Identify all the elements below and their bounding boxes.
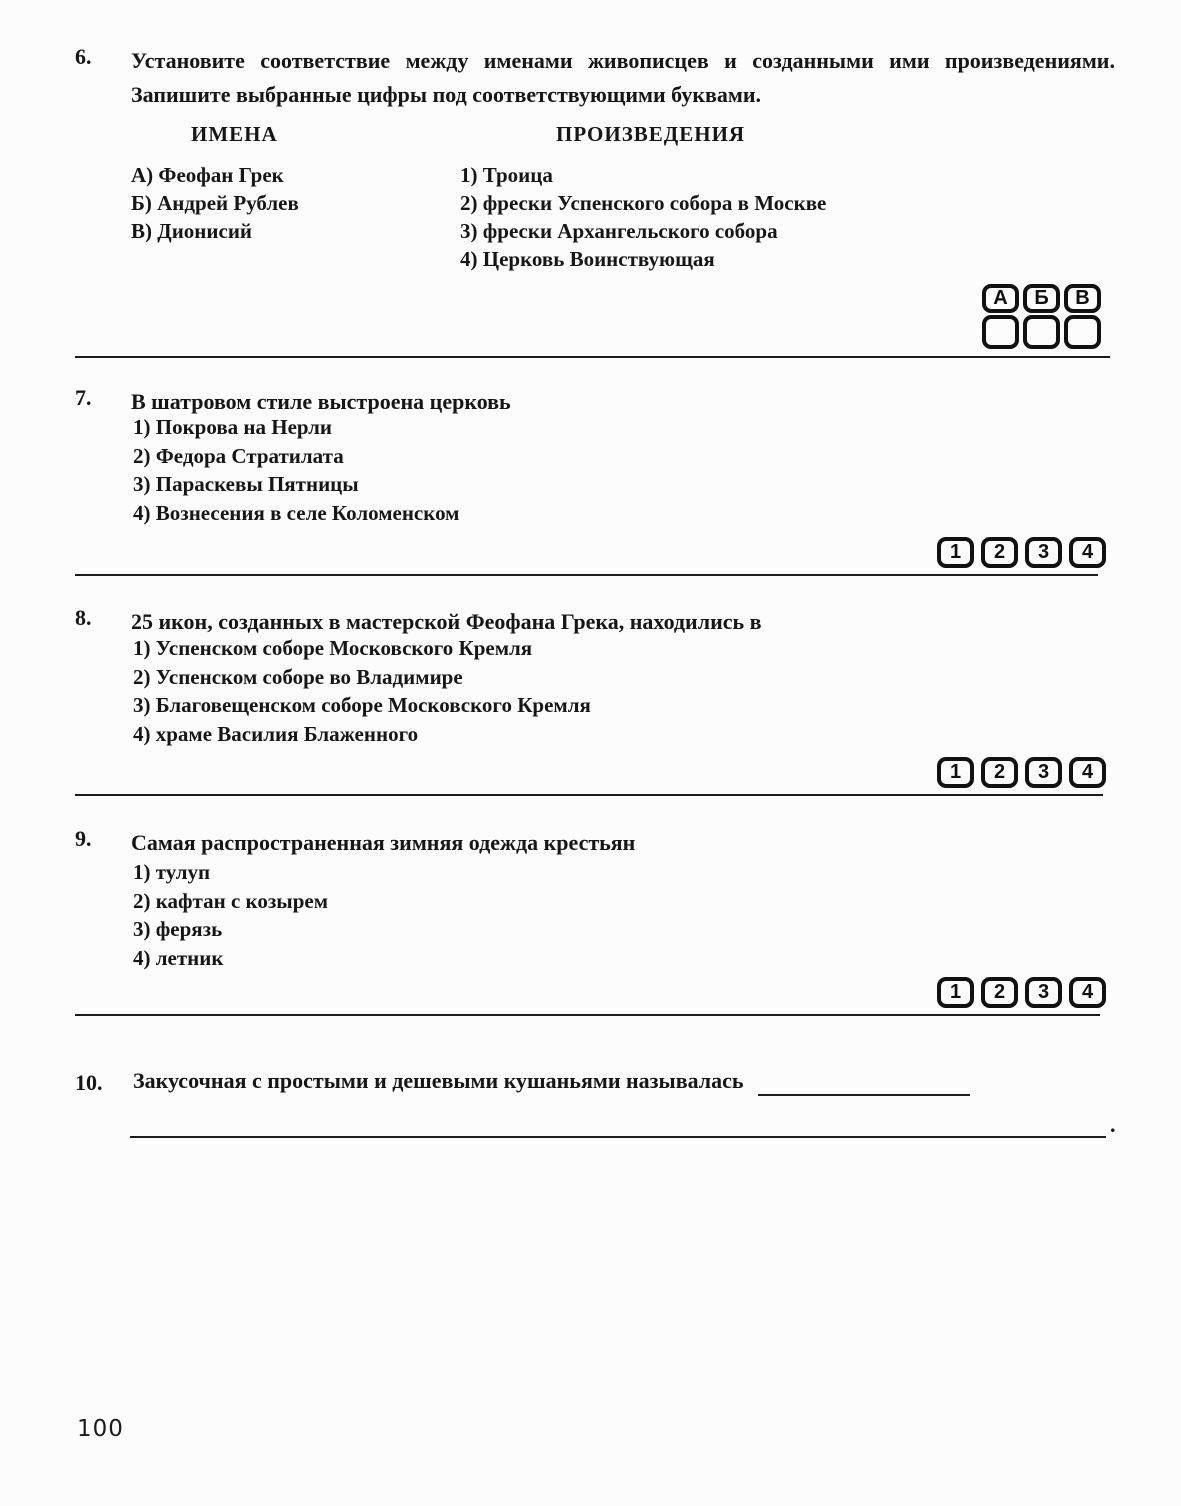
option: 3) Благовещенском соборе Московского Кремля <box>133 693 591 717</box>
page-number: 100 <box>77 1416 124 1442</box>
match-works-header: ПРОИЗВЕДЕНИЯ <box>556 122 746 146</box>
answer-blank-short[interactable] <box>758 1072 970 1096</box>
answer-key-3[interactable]: 3 <box>1025 537 1062 568</box>
question-6 <box>75 44 1115 112</box>
question-10-number: 10. <box>75 1070 103 1095</box>
answer-key-4[interactable]: 4 <box>1069 757 1106 788</box>
question-9 <box>75 826 1115 860</box>
answer-column-a <box>982 284 1019 349</box>
question-7-number: 7. <box>75 385 92 410</box>
answer-key-1[interactable]: 1 <box>937 977 974 1008</box>
question-8-options <box>133 634 1033 748</box>
answer-letter-v: В <box>1064 284 1101 313</box>
answer-key-1[interactable]: 1 <box>937 537 974 568</box>
answer-letter-a: А <box>982 284 1019 313</box>
question-9-text: Самая распространенная зимняя одежда крестьян <box>131 830 636 855</box>
question-6-match-table <box>131 122 1091 273</box>
option: 1) тулуп <box>133 860 211 884</box>
match-name-item: А) Феофан Грек <box>131 163 284 187</box>
question-10-text: Закусочная с простыми и дешевыми кушаньями называлась <box>133 1068 744 1093</box>
answer-key-3[interactable]: 3 <box>1025 977 1062 1008</box>
question-8-text: 25 икон, созданных в мастерской Феофана Грека, находились в <box>131 609 762 634</box>
match-work-item: 1) Троица <box>460 163 553 187</box>
question-9-answer-keys <box>937 977 1106 1008</box>
match-name-item: В) Дионисий <box>131 219 253 243</box>
question-7-answer-keys <box>937 537 1106 568</box>
answer-blank-long[interactable] <box>130 1112 1106 1138</box>
option: 2) кафтан с козырем <box>133 888 329 913</box>
option: 1) Покрова на Нерли <box>133 415 332 439</box>
option: 2) Федора Стратилата <box>133 443 344 468</box>
option: 4) храме Василия Блаженного <box>133 721 419 746</box>
answer-column-v <box>1064 284 1101 349</box>
answer-key-2[interactable]: 2 <box>981 757 1018 788</box>
question-7-options <box>133 413 1033 527</box>
question-8-answer-keys <box>937 757 1106 788</box>
question-6-number: 6. <box>75 44 92 69</box>
answer-key-2[interactable]: 2 <box>981 977 1018 1008</box>
option: 4) летник <box>133 945 224 970</box>
option: 2) Успенском соборе во Владимире <box>133 664 463 689</box>
match-work-item: 2) фрески Успенского собора в Москве <box>460 191 827 215</box>
match-names-column <box>131 122 460 273</box>
separator-line <box>75 1014 1100 1016</box>
question-9-options <box>133 858 1033 972</box>
answer-cell-a[interactable] <box>982 315 1019 349</box>
answer-cell-b[interactable] <box>1023 315 1060 349</box>
match-works-column <box>460 122 1091 273</box>
answer-letter-b: Б <box>1023 284 1060 313</box>
answer-key-3[interactable]: 3 <box>1025 757 1062 788</box>
option: 3) ферязь <box>133 917 223 941</box>
option: 4) Вознесения в селе Коломенском <box>133 500 460 525</box>
answer-key-2[interactable]: 2 <box>981 537 1018 568</box>
question-7-text: В шатровом стиле выстроена церковь <box>131 389 511 414</box>
option: 3) Параскевы Пятницы <box>133 472 359 496</box>
answer-key-4[interactable]: 4 <box>1069 977 1106 1008</box>
match-names-header: ИМЕНА <box>191 122 278 146</box>
question-8-number: 8. <box>75 605 92 630</box>
answer-cell-v[interactable] <box>1064 315 1101 349</box>
question-6-text: Установите соответствие между именами живописцев и созданными ими произведениями. Запишите выбранные цифры под соответствующими буквами. <box>131 48 1115 107</box>
match-name-item: Б) Андрей Рублев <box>131 191 299 215</box>
option: 1) Успенском соборе Московского Кремля <box>133 636 533 660</box>
answer-column-b <box>1023 284 1060 349</box>
separator-line <box>75 794 1103 796</box>
question-6-answer-grid <box>982 284 1101 349</box>
question-9-number: 9. <box>75 826 92 851</box>
match-work-item: 3) фрески Архангельского собора <box>460 219 778 243</box>
separator-line <box>75 574 1098 576</box>
answer-key-4[interactable]: 4 <box>1069 537 1106 568</box>
separator-line <box>75 356 1110 358</box>
answer-key-1[interactable]: 1 <box>937 757 974 788</box>
sentence-period: . <box>1110 1112 1116 1137</box>
match-work-item: 4) Церковь Воинствующая <box>460 247 715 271</box>
question-10 <box>75 1066 1115 1096</box>
